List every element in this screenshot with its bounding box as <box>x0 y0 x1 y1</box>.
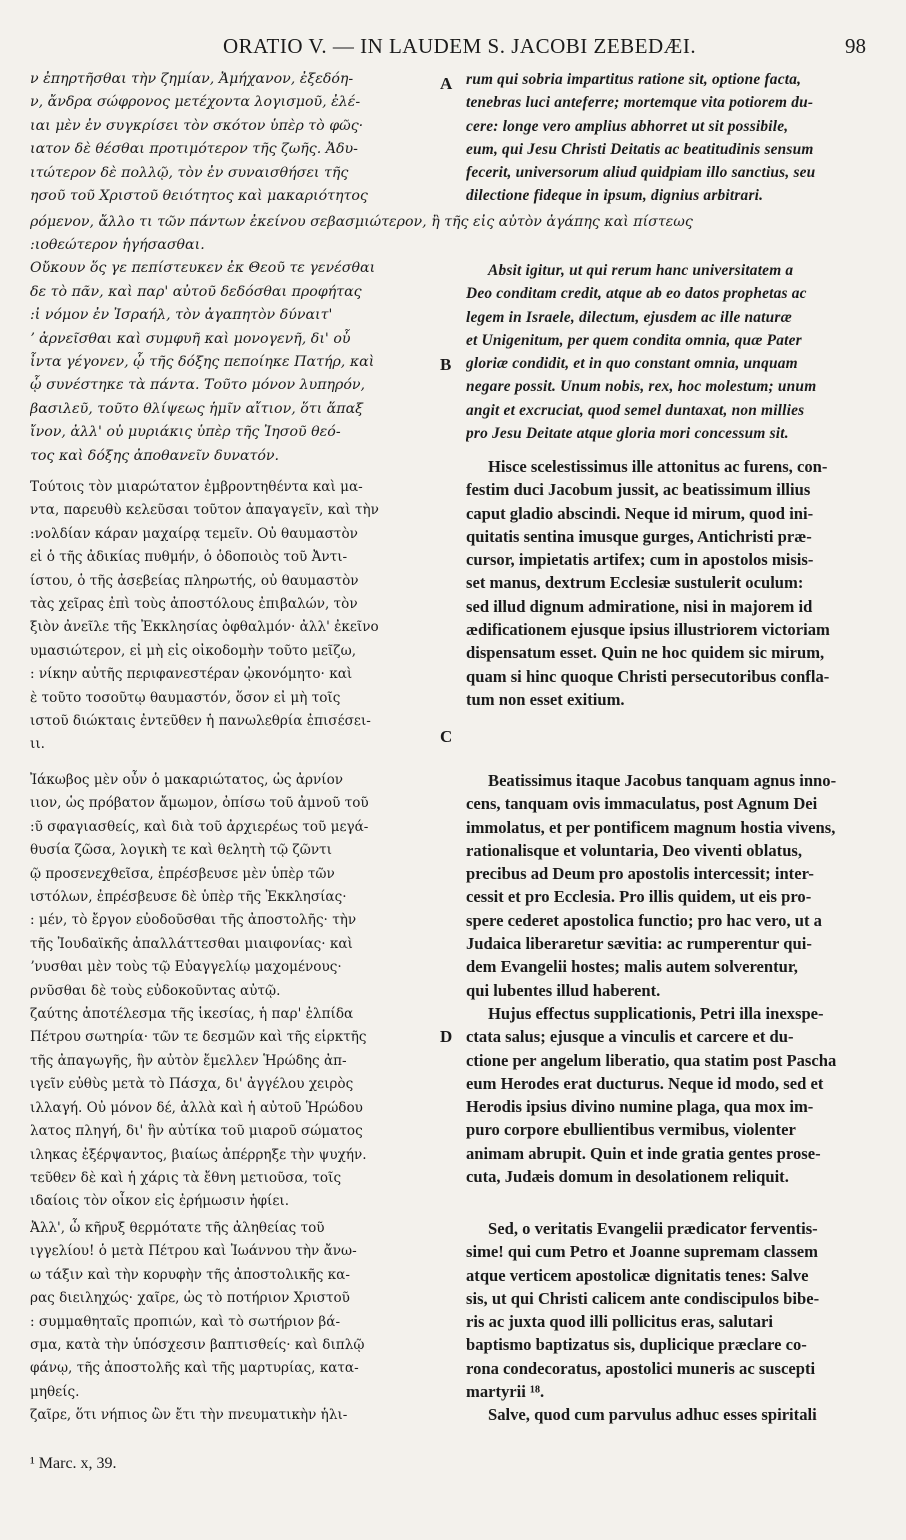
greek-line: ʼνυσθαι μὲν τοὺς τῷ Εὐαγγελίῳ μαχομένους· <box>30 959 342 976</box>
greek-line: μηθείς. <box>30 1383 80 1400</box>
greek-line: ησοῦ τοῦ Χριστοῦ θειότητος καὶ μακαριότητος <box>30 188 368 205</box>
latin-line: sed illud dignum admiratione, nisi in majorem id <box>466 596 813 616</box>
greek-line: ν, ἄνδρα σώφρονος μετέχοντα λογισμοῦ, ἐλέ- <box>30 94 361 111</box>
greek-line: :ῦ σφαγιασθείς, καὶ διὰ τοῦ ἀρχιερέως τοῦ μεγά- <box>30 818 369 835</box>
latin-line: Absit igitur, ut qui rerum hanc universitatem a <box>488 262 794 279</box>
greek-line: ὲ τοῦτο τοσοῦτῳ θαυμαστόν, ὅσον εἰ μὴ τοῖς <box>30 689 341 706</box>
latin-line: precibus ad Deum pro apostolis intercessit; inter- <box>466 864 814 884</box>
margin-marker-b: B <box>440 355 452 374</box>
latin-block-4 <box>466 769 870 1188</box>
greek-line: ρνῦσθαι δὲ τοὺς εὐδοκοῦντας αὐτῷ. <box>30 982 281 999</box>
greek-line: ιληκας ἐξέρψαντος, βιαίως ἀπέρρηξε τὴν ψυχήν. <box>30 1146 367 1163</box>
latin-line: gloriæ condidit, et in quo constant omnia, unquam <box>466 355 798 373</box>
greek-line: φάνῳ, τῆς ἀποστολῆς καὶ τῆς μαρτυρίας, κατα- <box>30 1360 359 1377</box>
latin-line: caput gladio abscindi. Neque id mirum, quod ini- <box>466 503 814 523</box>
latin-line: legem in Israele, dilectum, ejusdem ac ille naturæ <box>466 308 792 326</box>
latin-line: cens, tanquam ovis immaculatus, post Agnum Dei <box>466 794 818 814</box>
greek-line: ιδαίοις τὸν οἶκον εἰς ἐρήμωσιν ἡφίει. <box>30 1193 290 1210</box>
greek-line: ιτώτερον δὲ πολλῷ, τὸν ἐν συναισθήσει τῆς <box>30 164 349 181</box>
latin-line: rationalisque et voluntaria, Deo viventi oblatus, <box>466 840 803 860</box>
footnote: ¹ Marc. x, 39. <box>30 1455 117 1472</box>
latin-line: Deo conditam credit, atque ab eo datos prophetas ac <box>466 285 807 303</box>
latin-line: eum Herodes erat ducturus. Neque id modo, sed et <box>466 1073 824 1093</box>
greek-line: ιιον, ὡς πρόβατον ἄμωμον, ὀπίσω τοῦ ἀμνοῦ τοῦ <box>30 795 369 812</box>
greek-line: :ιοθεώτερον ἡγήσασθαι. <box>30 237 205 253</box>
latin-line: Hisce scelestissimus ille attonitus ac furens, con- <box>488 457 828 476</box>
greek-line: δε τὸ πᾶν, καὶ παρ' αὐτοῦ δεδόσθαι προφήτας <box>30 283 362 300</box>
latin-line: sime! qui cum Petro et Joanne supremam classem <box>466 1242 818 1262</box>
latin-block-1 <box>466 68 870 208</box>
latin-line: cursor, impietatis artifex; cum in apostolos misis- <box>466 550 814 570</box>
greek-line: ῷ προσενεχθεῖσα, ἐπρέσβευσε μὲν ὑπὲρ τῶν <box>30 865 335 882</box>
margin-marker-c: C <box>440 727 453 746</box>
greek-line: Τούτοις τὸν μιαρώτατον ἐμβροντηθέντα καὶ μα- <box>30 479 363 495</box>
greek-line: ν ἐπηρτῆσθαι τὴν ζημίαν, Ἀμήχανον, ἐξεδόη- <box>30 71 354 87</box>
latin-line: fecerit, universorum aliud quidpiam illo sanctius, seu <box>466 164 816 182</box>
greek-line: ιστοῦ διώκταις ἐντεῦθεν ἡ πανωλεθρία ἐπισέσει- <box>30 713 371 730</box>
greek-line: τος καὶ δόξης ἀποθανεῖν δυνατόν. <box>30 447 280 464</box>
greek-line: ἶντα γέγονεν, ᾧ τῆς δόξης πεποίηκε Πατήρ, καὶ <box>30 354 375 371</box>
greek-line: ιγγελίου! ὁ μετὰ Πέτρου καὶ Ἰωάννου τὴν ἄνω- <box>30 1243 357 1260</box>
greek-line: ζαῖρε, ὅτι νήπιος ὢν ἔτι τὴν πνευματικὴν ἡλι- <box>30 1407 348 1424</box>
latin-line: angit et excruciat, quod semel duntaxat, non millies <box>466 401 805 419</box>
latin-line: baptismo baptizatus sis, duplicique præclare co- <box>466 1335 807 1355</box>
greek-line: Πέτρου σωτηρία· τῶν τε δεσμῶν καὶ τῆς εἱρκτῆς <box>30 1029 367 1046</box>
greek-line: :νολδίαν κάραν μαχαίρᾳ τεμεῖν. Οὐ θαυμαστὸν <box>30 525 358 542</box>
latin-line: martyrii ¹⁸. <box>466 1382 545 1402</box>
greek-line: ʼ ἀρνεῖσθαι καὶ συμφυῆ καὶ μονογενῆ, δι' οὗ <box>30 330 351 347</box>
greek-line: ντα, παρευθὺ κελεῦσαι τοῦτον ἀπαγαγεῖν, καὶ τὴν <box>30 502 379 519</box>
greek-line: ἴνον, ἀλλ' οὐ μυριάκις ὑπὲρ τῆς Ἰησοῦ θεό- <box>30 424 341 441</box>
latin-line: Hujus effectus supplicationis, Petri illa inexspe- <box>488 1003 824 1023</box>
greek-line: ιλλαγή. Οὐ μόνον δέ, ἀλλὰ καὶ ἡ αὐτοῦ Ἡρώδου <box>30 1099 363 1116</box>
latin-line: ædificationem ejusque ipsius illustriorem victoriam <box>466 620 830 640</box>
latin-line: rona condecoratus, apostolici muneris ac suscepti <box>466 1358 816 1378</box>
latin-line: Herodis ipsius divino numine plaga, qua mox im- <box>466 1097 814 1117</box>
greek-line: : συμμαθηταῖς προπιών, καὶ τὸ σωτήριον βά- <box>30 1313 341 1330</box>
greek-line: Οὔκουν ὅς γε πεπίστευκεν ἐκ Θεοῦ τε γενέσθαι <box>30 260 376 277</box>
greek-block-1 <box>30 68 430 208</box>
greek-block-3 <box>30 476 430 757</box>
greek-line: :ἰ νόμον ἐν Ἰσραήλ, τὸν ἀγαπητὸν δύναιτ' <box>30 307 333 324</box>
greek-line: ιαι μὲν ἐν συγκρίσει τὸν σκότον ὑπὲρ τὸ φῶς· <box>30 117 364 134</box>
margin-marker-d: D <box>440 1027 453 1046</box>
latin-line: ris ac juxta quod illi pollicitus eras, salutari <box>466 1312 774 1332</box>
greek-line: σμα, κατὰ τὴν ὑπόσχεσιν βαπτισθείς· καὶ διπλῷ <box>30 1337 365 1354</box>
latin-line: puro corpore ebullientibus vermibus, violenter <box>466 1120 796 1140</box>
latin-line: qui lubentes illud haberent. <box>466 980 661 1000</box>
latin-block-2 <box>466 259 870 445</box>
greek-line: τῆς ἀπαγωγῆς, ἣν αὐτὸν ἔμελλεν Ἡρώδης ἀπ- <box>30 1052 347 1069</box>
latin-line: Judaica liberaretur sævitia: ac rumperentur qui- <box>466 934 812 954</box>
latin-line: dispensatum esset. Quin ne hoc quidem sic mirum, <box>466 643 825 663</box>
latin-line: Beatissimus itaque Jacobus tanquam agnus inno- <box>488 771 837 790</box>
greek-line: ω τάξιν καὶ τὴν κορυφὴν τῆς ἀποστολικῆς κα- <box>30 1266 350 1283</box>
greek-line: θυσία ζῶσα, λογικὴ τε καὶ θελητὴ τῷ ζῶντι <box>30 842 333 859</box>
latin-line: Sed, o veritatis Evangelii prædicator ferventis- <box>488 1219 818 1238</box>
latin-line: pro Jesu Deitate atque gloria mori concessum sit. <box>466 425 789 443</box>
latin-line: ctata salus; ejusque a vinculis et carcere et du- <box>466 1027 794 1047</box>
greek-line: ζαύτης ἀποτέλεσμα τῆς ἱκεσίας, ἡ παρ' ἐλπίδα <box>30 1006 354 1023</box>
greek-line: εἰ ὁ τῆς ἀδικίας πυθμήν, ὁ ὁδοποιὸς τοῦ Ἀντι- <box>30 549 348 566</box>
page-header <box>0 34 906 64</box>
latin-line: immolatus, et per pontificem magnum hostia vivens, <box>466 817 836 837</box>
latin-block-5 <box>466 1217 870 1427</box>
greek-line: ιστόλων, ἐπρέσβευσε δὲ ὑπὲρ τῆς Ἐκκλησίας· <box>30 889 347 906</box>
latin-line: dem Evangelii hostes; malis autem solverentur, <box>466 957 798 977</box>
latin-line: Salve, quod cum parvulus adhuc esses spiritali <box>488 1405 817 1425</box>
page-number: 98 <box>845 34 866 58</box>
latin-line: rum qui sobria impartitus ratione sit, optione facta, <box>466 71 802 88</box>
greek-line: υμασιώτερον, εἰ μὴ εἰς οἰκοδομὴν τοῦτο μεῖζω, <box>30 642 357 659</box>
latin-line: quitatis sentina imusque gurges, Antichristi præ- <box>466 526 812 546</box>
latin-line: et Unigenitum, per quem condita omnia, quæ Pater <box>466 331 802 349</box>
greek-line: ιγεῖν εὐθὺς μετὰ τὸ Πάσχα, δι' ἀγγέλου χειρὸς <box>30 1076 354 1093</box>
greek-block-5 <box>30 1217 430 1428</box>
greek-line: βασιλεῦ, τοῦτο θλίψεως ἡμῖν αἴτιον, ὅτι ἅπαξ <box>30 400 363 417</box>
latin-line: spere cederet apostolica functio; pro hac vero, ut a <box>466 910 822 930</box>
greek-line: Ἰάκωβος μὲν οὖν ὁ μακαριώτατος, ὡς ἀρνίον <box>30 772 344 788</box>
latin-line: cessit et pro Ecclesia. Pro illis quidem, ut eis pro- <box>466 887 812 907</box>
greek-line: Ἀλλ', ὦ κῆρυξ θερμότατε τῆς ἀληθείας τοῦ <box>30 1220 325 1236</box>
latin-line: quam si hinc quoque Christi persecutoribus confla- <box>466 666 830 686</box>
running-title: ORATIO V. — IN LAUDEM S. JACOBI ZEBEDÆI. <box>223 34 697 58</box>
latin-line: ctione per angelum liberatio, qua statim post Pascha <box>466 1050 837 1070</box>
latin-line: tenebras luci anteferre; mortemque vita potiorem du- <box>466 94 814 112</box>
latin-line: tum non esset exitium. <box>466 689 625 709</box>
greek-line: ξιὸν ἀνεῖλε τῆς Ἐκκλησίας ὀφθαλμόν· ἀλλ' ἐκεῖνο <box>30 619 379 636</box>
greek-line: τεῦθεν δὲ καὶ ἡ χάρις τὰ ἔθνη μετιοῦσα, τοῖς <box>30 1169 342 1186</box>
greek-line: ᾧ συνέστηκε τὰ πάντα. Τοῦτο μόνον λυπηρόν, <box>30 377 366 394</box>
greek-block-2 <box>30 234 430 468</box>
margin-marker-a: A <box>440 74 453 93</box>
latin-line: set manus, dextrum Ecclesiæ sustulerit oculum: <box>466 573 804 593</box>
greek-line: λατος πληγή, δι' ἣν αὐτίκα τοῦ μιαροῦ σώματος <box>30 1123 363 1140</box>
latin-line: cuta, Judæis domum in desolationem reliquit. <box>466 1167 789 1187</box>
greek-line: ιι. <box>30 736 45 753</box>
latin-line: eum, qui Jesu Christi Deitatis ac beatitudinis sensum <box>466 140 814 158</box>
greek-line: τῆς Ἰουδαϊκῆς ἀπαλλάττεσθαι μιαιφονίας· καὶ <box>30 935 353 952</box>
latin-line: sis, ut qui Christi calicem ante condiscipulos bibe- <box>466 1288 820 1308</box>
greek-block-4 <box>30 769 430 1214</box>
latin-line: negare possit. Unum nobis, rex, hoc molestum; unum <box>466 378 817 396</box>
latin-line: dilectione fideque in ipsum, dignius arbitrari. <box>466 187 764 205</box>
latin-line: atque verticem apostolicæ dignitatis tenes: Salve <box>466 1265 809 1285</box>
latin-block-3 <box>466 455 870 711</box>
latin-line: cere: longe vero amplius abhorret ut sit possibile, <box>466 117 789 135</box>
greek-line: : νίκην αὐτῆς περιφανεστέραν ᾠκονόμητο· καὶ <box>30 666 353 683</box>
latin-line: festim duci Jacobum jussit, ac beatissimum illius <box>466 480 811 500</box>
greek-line: ίστου, ὁ τῆς ἀσεβείας πληρωτής, οὐ θαυμαστὸν <box>30 572 359 589</box>
greek-line: : μέν, τὸ ἔργον εὐοδοῦσθαι τῆς ἀποστολῆς· τὴν <box>30 912 357 929</box>
greek-line: ρας διειληχώς· χαῖρε, ὡς τὸ ποτήριον Χριστοῦ <box>30 1290 350 1307</box>
latin-line: animam abrupit. Quin et inde gratia gentes prose- <box>466 1143 821 1163</box>
spanning-greek-line: ρόμενον, ἄλλο τι τῶν πάντων ἐκείνου σεβασμιώτερον, ἢ τῆς εἰς αὐτὸν ἀγάπης καὶ πίστεως <box>30 214 693 230</box>
greek-line: ιατον δὲ θέσθαι προτιμότερον τῆς ζωῆς. Ἀδυ- <box>30 141 358 158</box>
greek-line: τὰς χεῖρας ἐπὶ τοὺς ἀποστόλους ἐπιβαλών, τὸν <box>30 596 358 613</box>
